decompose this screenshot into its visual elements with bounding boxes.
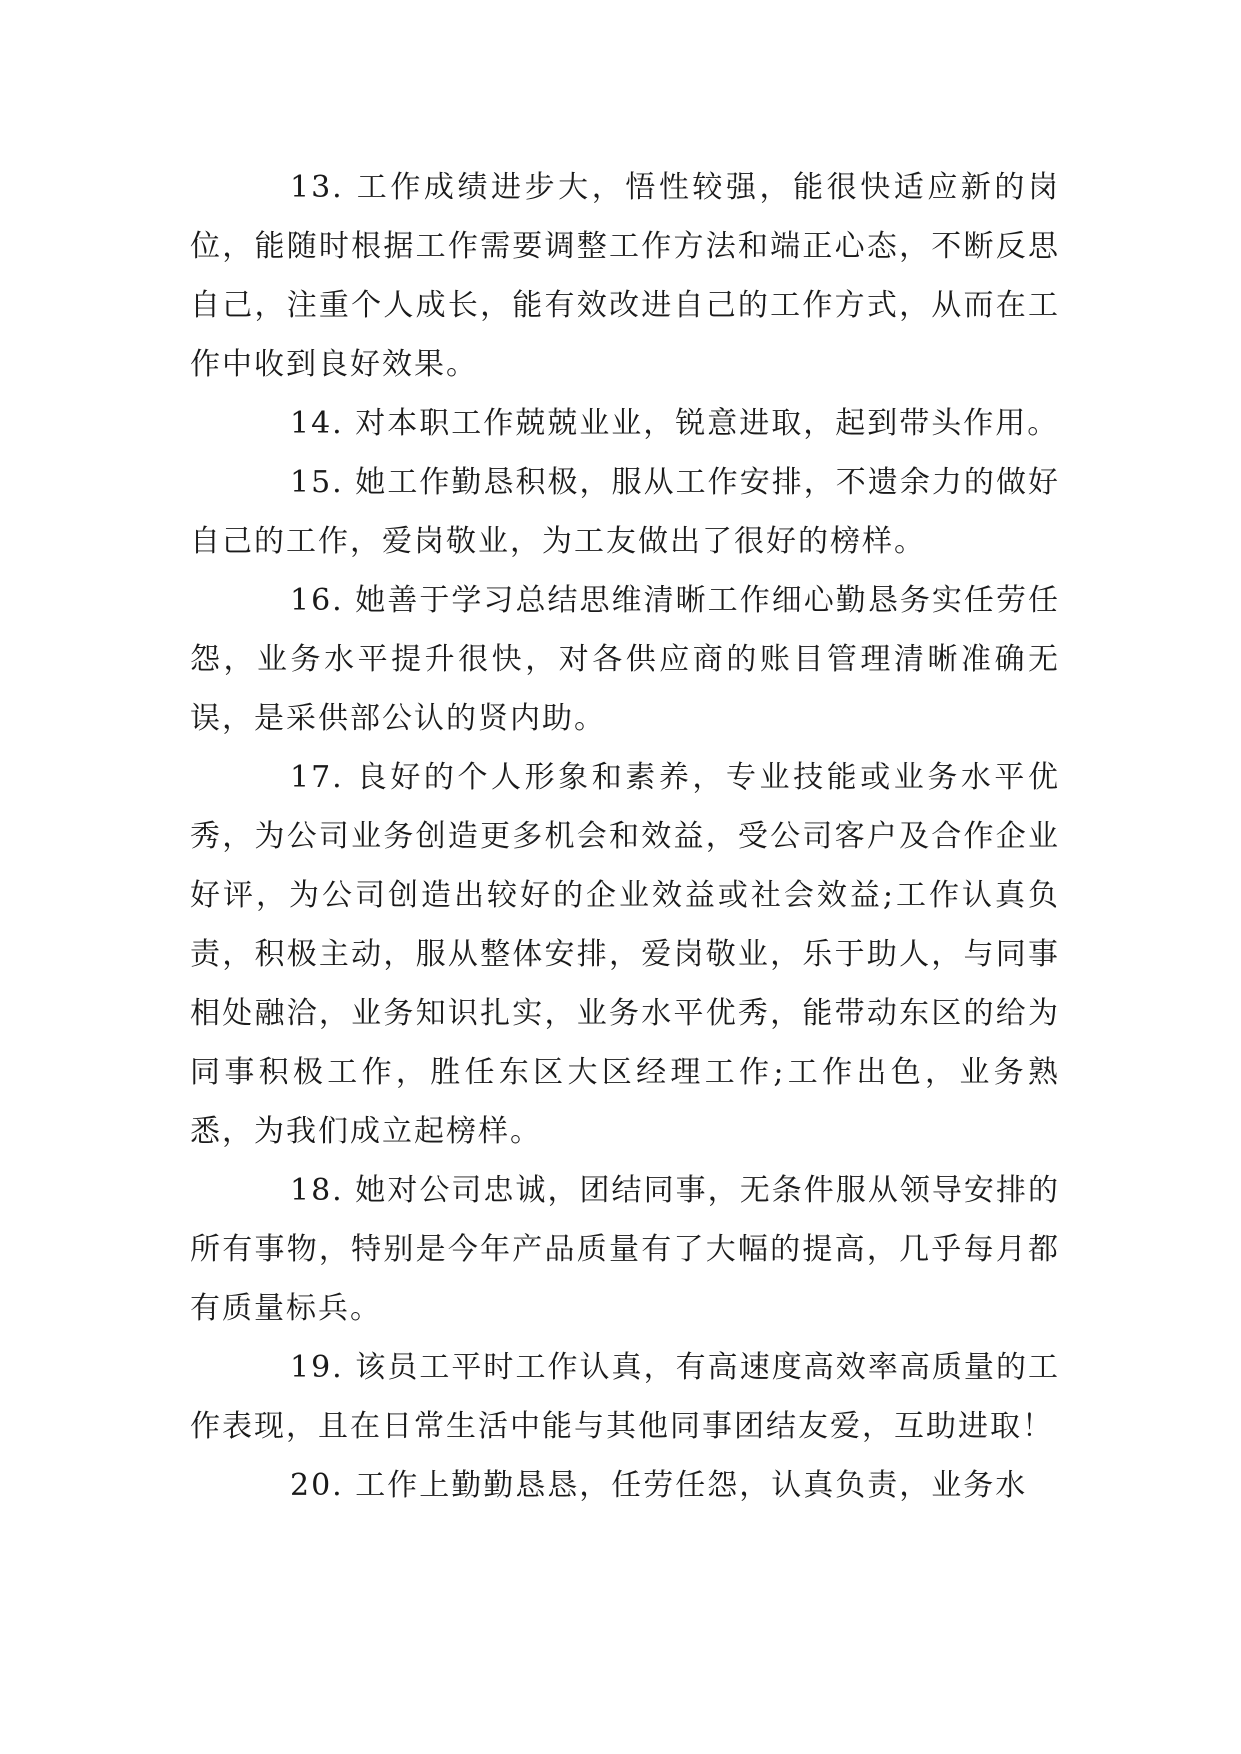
paragraph-16: 16. 她善于学习总结思维清晰工作细心勤恳务实任劳任怨，业务水平提升很快，对各供应商的账目管理清晰准确无误，是采供部公认的贤内助。 xyxy=(190,583,1060,736)
paragraph-20: 20. 工作上勤勤恳恳，任劳任怨，认真负责，业务水 xyxy=(290,1468,1028,1503)
paragraph-18: 18. 她对公司忠诚，团结同事，无条件服从领导安排的所有事物，特别是今年产品质量有了大幅的提高，几乎每月都有质量标兵。 xyxy=(190,1173,1060,1326)
paragraph-13: 13. 工作成绩进步大，悟性较强，能很快适应新的岗位，能随时根据工作需要调整工作方法和端正心态，不断反思自己，注重个人成长，能有效改进自己的工作方式，从而在工作中收到良好效果。 xyxy=(190,170,1060,382)
paragraph-15: 15. 她工作勤恳积极，服从工作安排，不遗余力的做好自己的工作，爱岗敬业，为工友做出了很好的榜样。 xyxy=(190,465,1060,559)
paragraph-19: 19. 该员工平时工作认真，有高速度高效率高质量的工作表现，且在日常生活中能与其他同事团结友爱，互助进取！ xyxy=(190,1350,1060,1444)
paragraph-17: 17. 良好的个人形象和素养，专业技能或业务水平优秀，为公司业务创造更多机会和效益，受公司客户及合作企业好评，为公司创造出较好的企业效益或社会效益;工作认真负责，积极主动，服从整体安排，爱岗敬业，乐于助人，与同事相处融洽，业务知识扎实，业务水平优秀，能带动东区的给为同事积极工作，胜任东区大区经理工作;工作出色，业务熟悉，为我们成立起榜样。 xyxy=(190,760,1060,1149)
paragraph-14: 14. 对本职工作兢兢业业，锐意进取，起到带头作用。 xyxy=(290,406,1060,441)
document-body xyxy=(190,158,1060,1515)
